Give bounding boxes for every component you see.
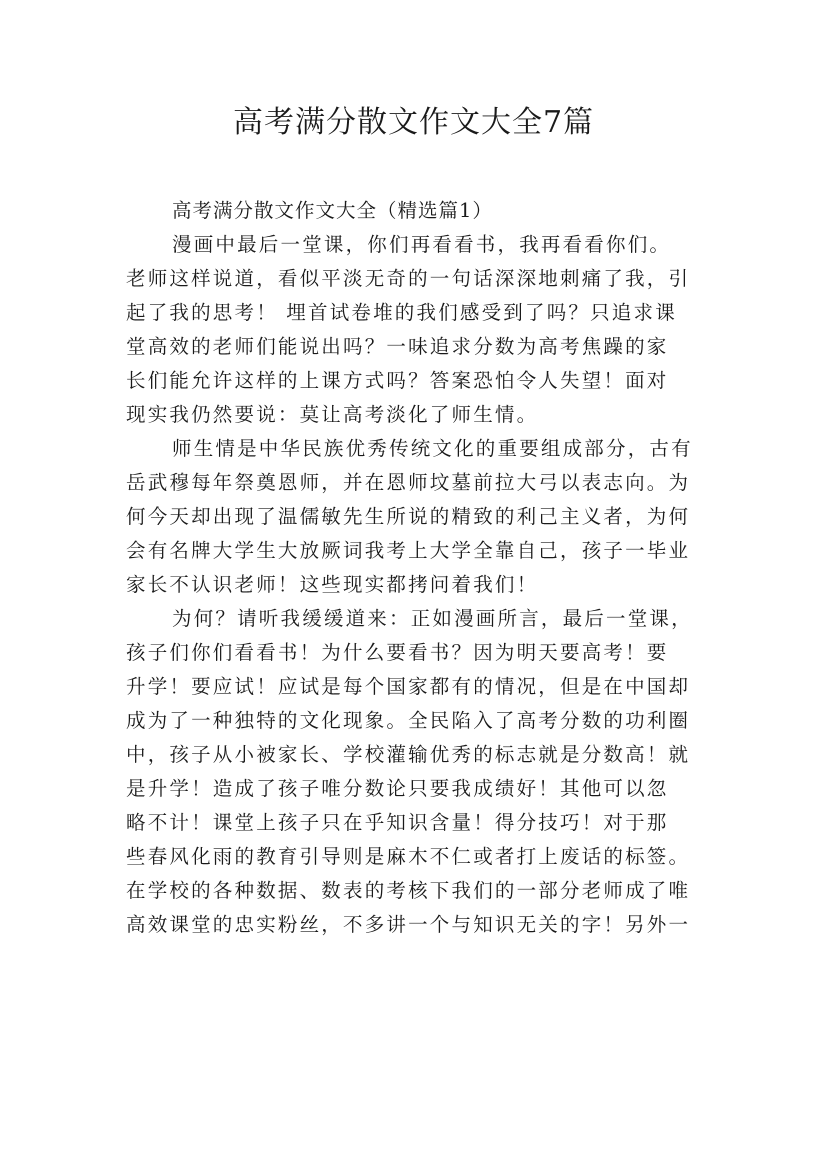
paragraph-line: 长们能允许这样的上课方式吗？答案恐怕令人失望！面对 <box>126 369 669 392</box>
paragraph-line: 家长不认识老师！这些现实都拷问着我们！ <box>126 573 539 596</box>
section-heading: 高考满分散文作文大全（精选篇1） <box>172 199 493 222</box>
paragraph-line: 在学校的各种数据、数表的考核下我们的一部分老师成了唯 <box>126 879 691 902</box>
document-title: 高考满分散文作文大全7篇 <box>232 105 595 140</box>
paragraph-line: 漫画中最后一堂课，你们再看看书，我再看看你们。 <box>172 233 672 256</box>
paragraph-line: 中，孩子从小被家长、学校灌输优秀的标志就是分数高！就 <box>126 743 691 766</box>
paragraph-line: 升学！要应试！应试是每个国家都有的情况，但是在中国却 <box>126 675 691 698</box>
paragraph-line: 老师这样说道，看似平淡无奇的一句话深深地刺痛了我，引 <box>126 267 691 290</box>
paragraph-line: 现实我仍然要说：莫让高考淡化了师生情。 <box>126 403 539 426</box>
paragraph-line: 为何？请听我缓缓道来：正如漫画所言，最后一堂课， <box>172 607 693 630</box>
document-body <box>126 194 706 942</box>
paragraph-line: 孩子们你们看看书！为什么要看书？因为明天要高考！要 <box>126 641 669 664</box>
paragraph-line: 师生情是中华民族优秀传统文化的重要组成部分，古有 <box>172 437 693 460</box>
paragraph-2 <box>126 432 706 602</box>
paragraph-line: 会有名牌大学生大放厥词我考上大学全靠自己，孩子一毕业 <box>126 539 691 562</box>
paragraph-line: 成为了一种独特的文化现象。全民陷入了高考分数的功利圈 <box>126 709 691 732</box>
paragraph-line: 岳武穆每年祭奠恩师，并在恩师坟墓前拉大弓以表志向。为 <box>126 471 691 494</box>
paragraph-3 <box>126 602 706 942</box>
paragraph-line: 堂高效的老师们能说出吗？一味追求分数为高考焦躁的家 <box>126 335 669 358</box>
paragraph-line: 高效课堂的忠实粉丝，不多讲一个与知识无关的字！另外一 <box>126 913 691 936</box>
paragraph-line: 是升学！造成了孩子唯分数论只要我成绩好！其他可以忽 <box>126 777 669 800</box>
paragraph-line: 些春风化雨的教育引导则是麻木不仁或者打上废话的标签。 <box>126 845 691 868</box>
paragraph-line: 略不计！课堂上孩子只在乎知识含量！得分技巧！对于那 <box>126 811 669 834</box>
paragraph-1 <box>126 228 706 432</box>
paragraph-line: 起了我的思考！ 埋首试卷堆的我们感受到了吗？只追求课 <box>126 301 677 324</box>
paragraph-line: 何今天却出现了温儒敏先生所说的精致的利己主义者，为何 <box>126 505 691 528</box>
